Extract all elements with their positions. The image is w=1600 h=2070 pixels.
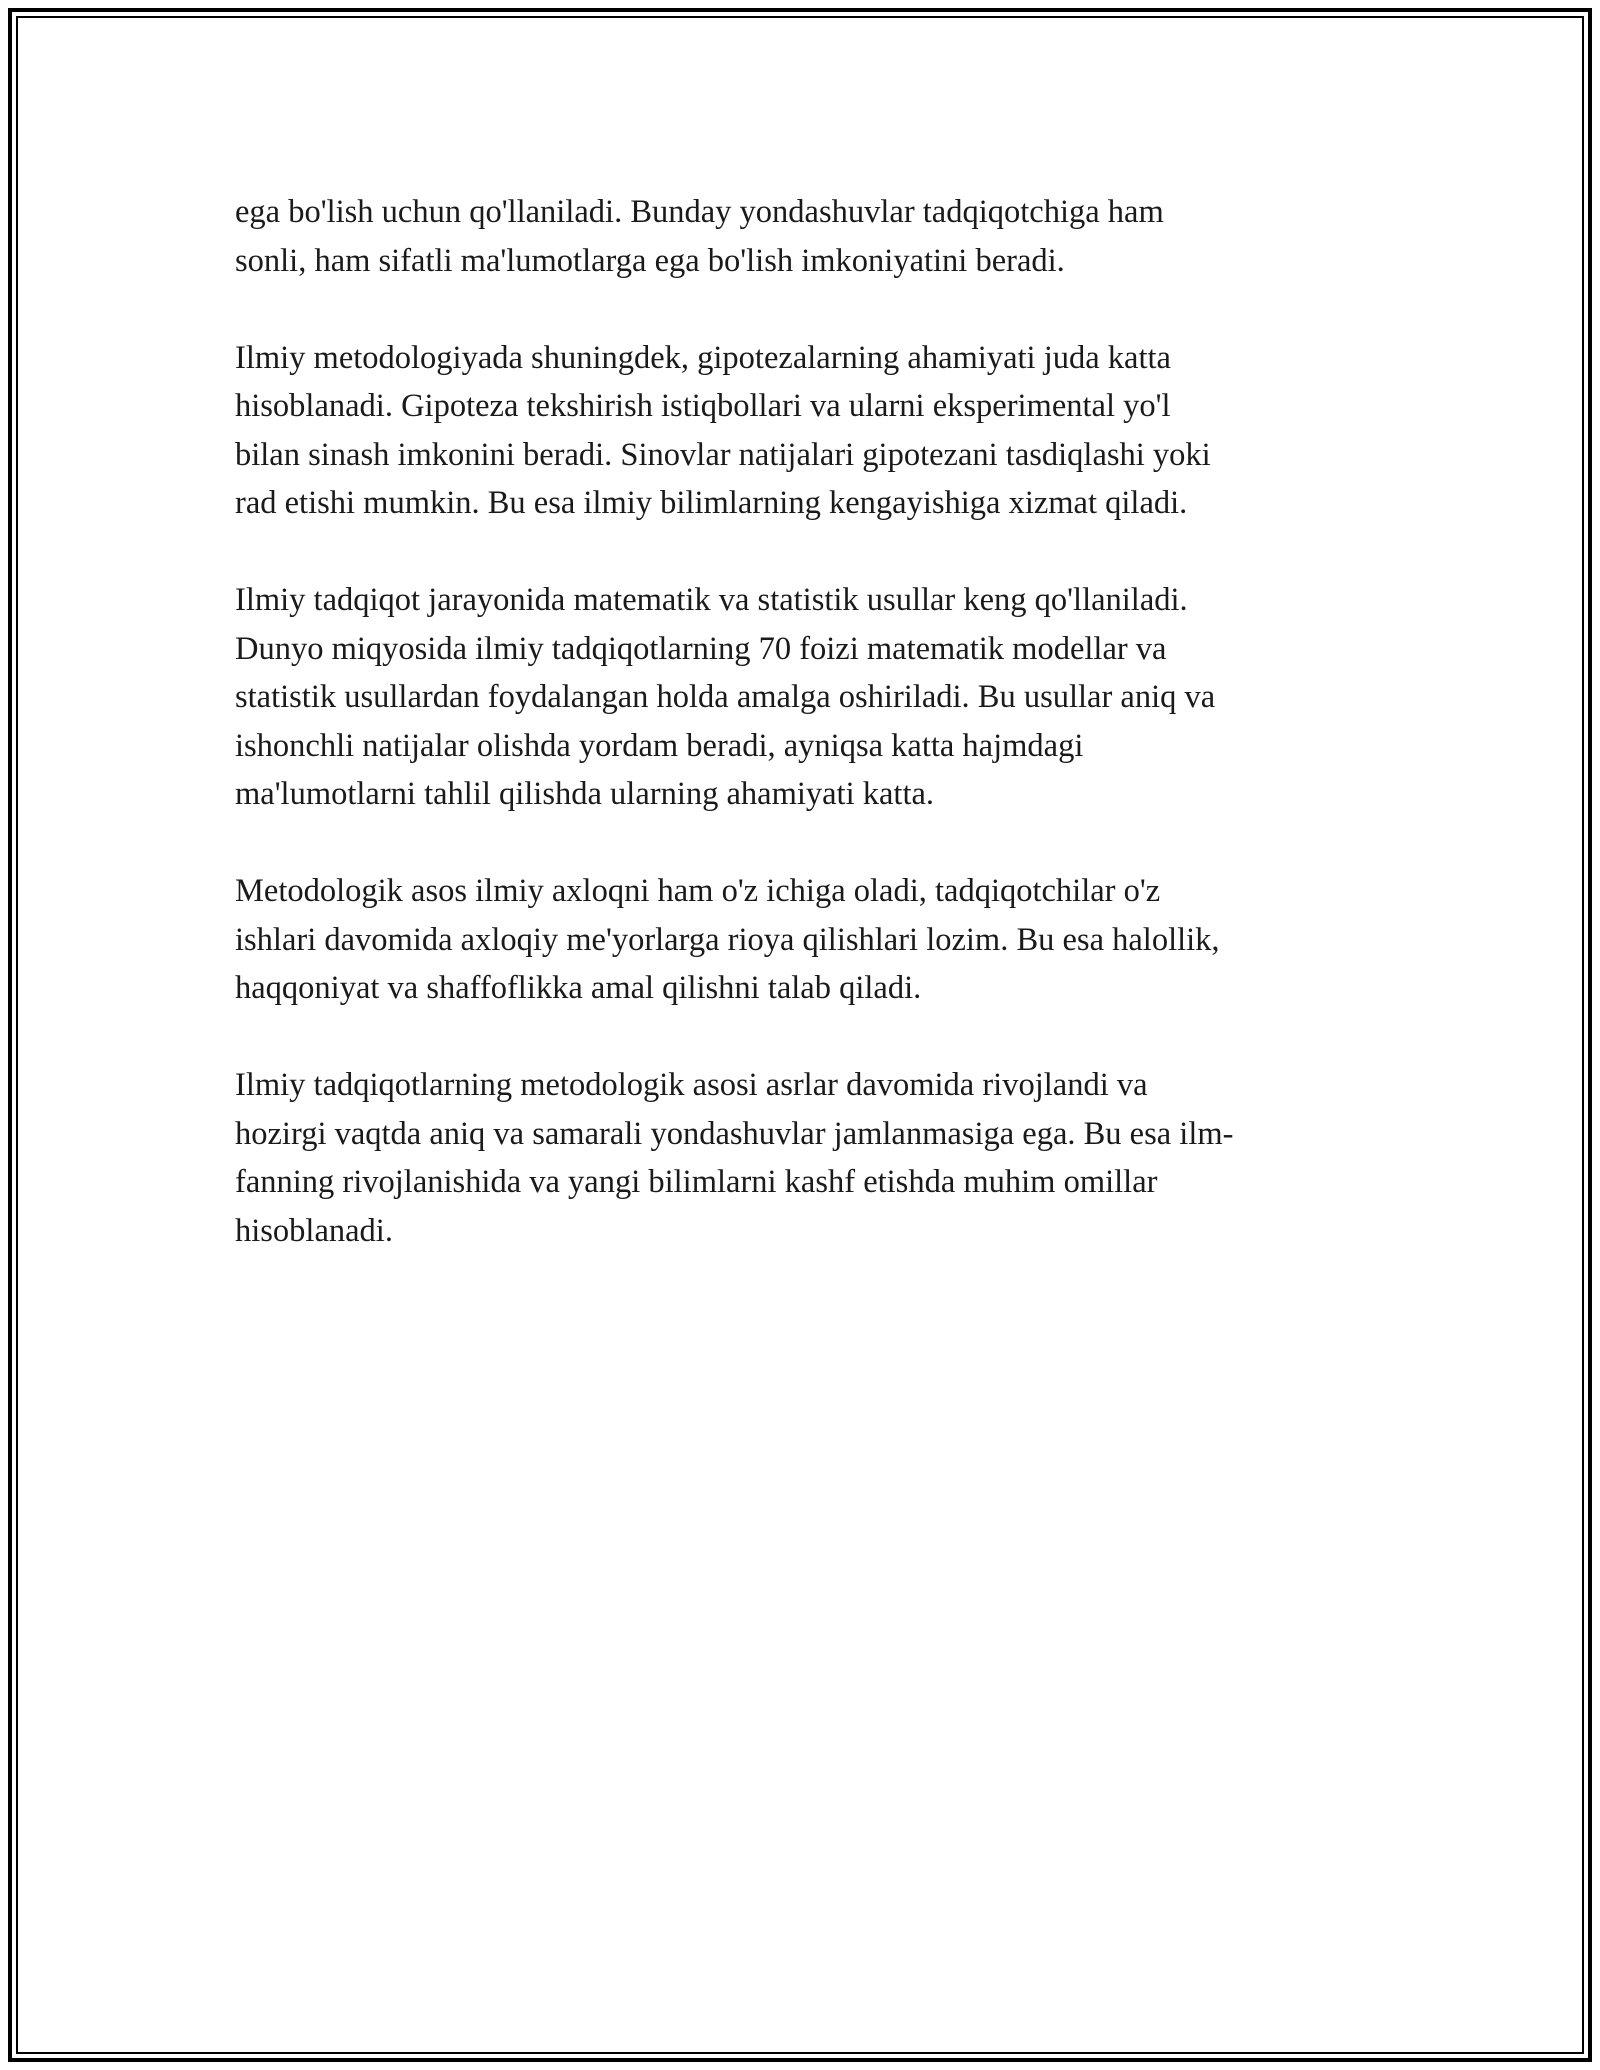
text-line: haqqoniyat va shaffoflikka amal qilishni talab qiladi.	[235, 970, 922, 1006]
text-line: ma'lumotlarni tahlil qilishda ularning ahamiyati katta.	[235, 776, 935, 812]
text-line: Ilmiy metodologiyada shuningdek, gipotezalarning ahamiyati juda katta	[235, 339, 1171, 376]
text-line: ishlari davomida axloqiy me'yorlarga rioya qilishlari lozim. Bu esa halollik,	[235, 921, 1220, 958]
text-line: fanning rivojlanishida va yangi bilimlarni kashf etishda muhim omillar	[235, 1164, 1158, 1200]
text-line: Dunyo miqyosida ilmiy tadqiqotlarning 70 foizi matematik modellar va	[235, 630, 1167, 667]
text-line: hisoblanadi.	[235, 1212, 393, 1249]
text-line: ishonchli natijalar olishda yordam beradi, ayniqsa katta hajmdagi	[235, 727, 1084, 764]
text-line: statistik usullardan foydalangan holda amalga oshiriladi. Bu usullar aniq va	[235, 679, 1216, 715]
paragraph	[235, 1061, 1385, 1255]
paragraph	[235, 334, 1385, 528]
paragraph	[235, 867, 1385, 1013]
text-line: Ilmiy tadqiqotlarning metodologik asosi asrlar davomida rivojlandi va	[235, 1067, 1148, 1103]
text-line: Ilmiy tadqiqot jarayonida matematik va statistik usullar keng qo'llaniladi.	[235, 582, 1188, 618]
document-body	[235, 188, 1385, 1304]
text-line: ega bo'lish uchun qo'llaniladi. Bunday yondashuvlar tadqiqotchiga ham	[235, 194, 1164, 230]
text-line: Metodologik asos ilmiy axloqni ham o'z ichiga oladi, tadqiqotchilar o'z	[235, 873, 1161, 909]
text-line: sonli, ham sifatli ma'lumotlarga ega bo'lish imkoniyatini beradi.	[235, 242, 1065, 279]
text-line: hisoblanadi. Gipoteza tekshirish istiqbollari va ularni eksperimental yo'l	[235, 388, 1171, 424]
text-line: hozirgi vaqtda aniq va samarali yondashuvlar jamlanmasiga ega. Bu esa ilm-	[235, 1115, 1234, 1152]
paragraph	[235, 188, 1385, 285]
text-line: bilan sinash imkonini beradi. Sinovlar natijalari gipotezani tasdiqlashi yoki	[235, 436, 1211, 473]
text-line: rad etishi mumkin. Bu esa ilmiy bilimlarning kengayishiga xizmat qiladi.	[235, 485, 1188, 521]
paragraph	[235, 576, 1385, 819]
